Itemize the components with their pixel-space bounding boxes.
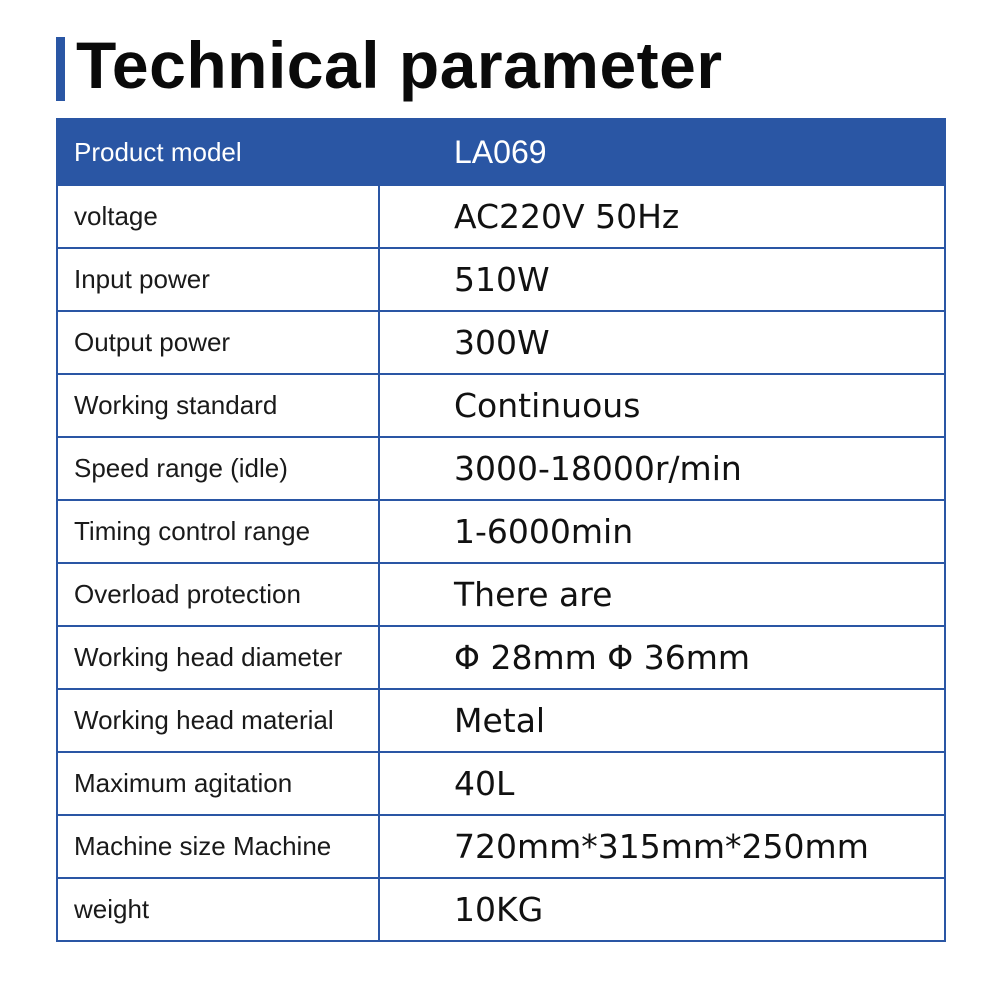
row-label: weight <box>57 878 379 941</box>
header-value: LA069 <box>379 119 945 185</box>
table-header-row <box>57 119 945 185</box>
spec-table <box>56 118 946 942</box>
table-row <box>57 878 945 941</box>
row-value: Φ 28mm Φ 36mm <box>379 626 945 689</box>
row-label: Timing control range <box>57 500 379 563</box>
page-title: Technical parameter <box>76 28 723 102</box>
table-row <box>57 500 945 563</box>
row-label: Maximum agitation <box>57 752 379 815</box>
row-value: 40L <box>379 752 945 815</box>
table-row <box>57 626 945 689</box>
row-label: Working standard <box>57 374 379 437</box>
row-value: 300W <box>379 311 945 374</box>
row-label: Working head diameter <box>57 626 379 689</box>
title-accent-bar <box>56 37 65 101</box>
row-label: Speed range (idle) <box>57 437 379 500</box>
row-value: 1-6000min <box>379 500 945 563</box>
table-row <box>57 689 945 752</box>
table-row <box>57 311 945 374</box>
row-label: Working head material <box>57 689 379 752</box>
table-row <box>57 815 945 878</box>
row-value: There are <box>379 563 945 626</box>
table-row <box>57 185 945 248</box>
table-row <box>57 752 945 815</box>
table-row <box>57 437 945 500</box>
table-row <box>57 563 945 626</box>
header-label: Product model <box>57 119 379 185</box>
row-value: 10KG <box>379 878 945 941</box>
table-row <box>57 374 945 437</box>
row-value: 510W <box>379 248 945 311</box>
row-label: Overload protection <box>57 563 379 626</box>
row-value: Metal <box>379 689 945 752</box>
row-value: Continuous <box>379 374 945 437</box>
row-value: 720mm*315mm*250mm <box>379 815 945 878</box>
row-label: Output power <box>57 311 379 374</box>
table-row <box>57 248 945 311</box>
row-label: Input power <box>57 248 379 311</box>
row-label: Machine size Machine <box>57 815 379 878</box>
row-label: voltage <box>57 185 379 248</box>
row-value: AC220V 50Hz <box>379 185 945 248</box>
row-value: 3000-18000r/min <box>379 437 945 500</box>
